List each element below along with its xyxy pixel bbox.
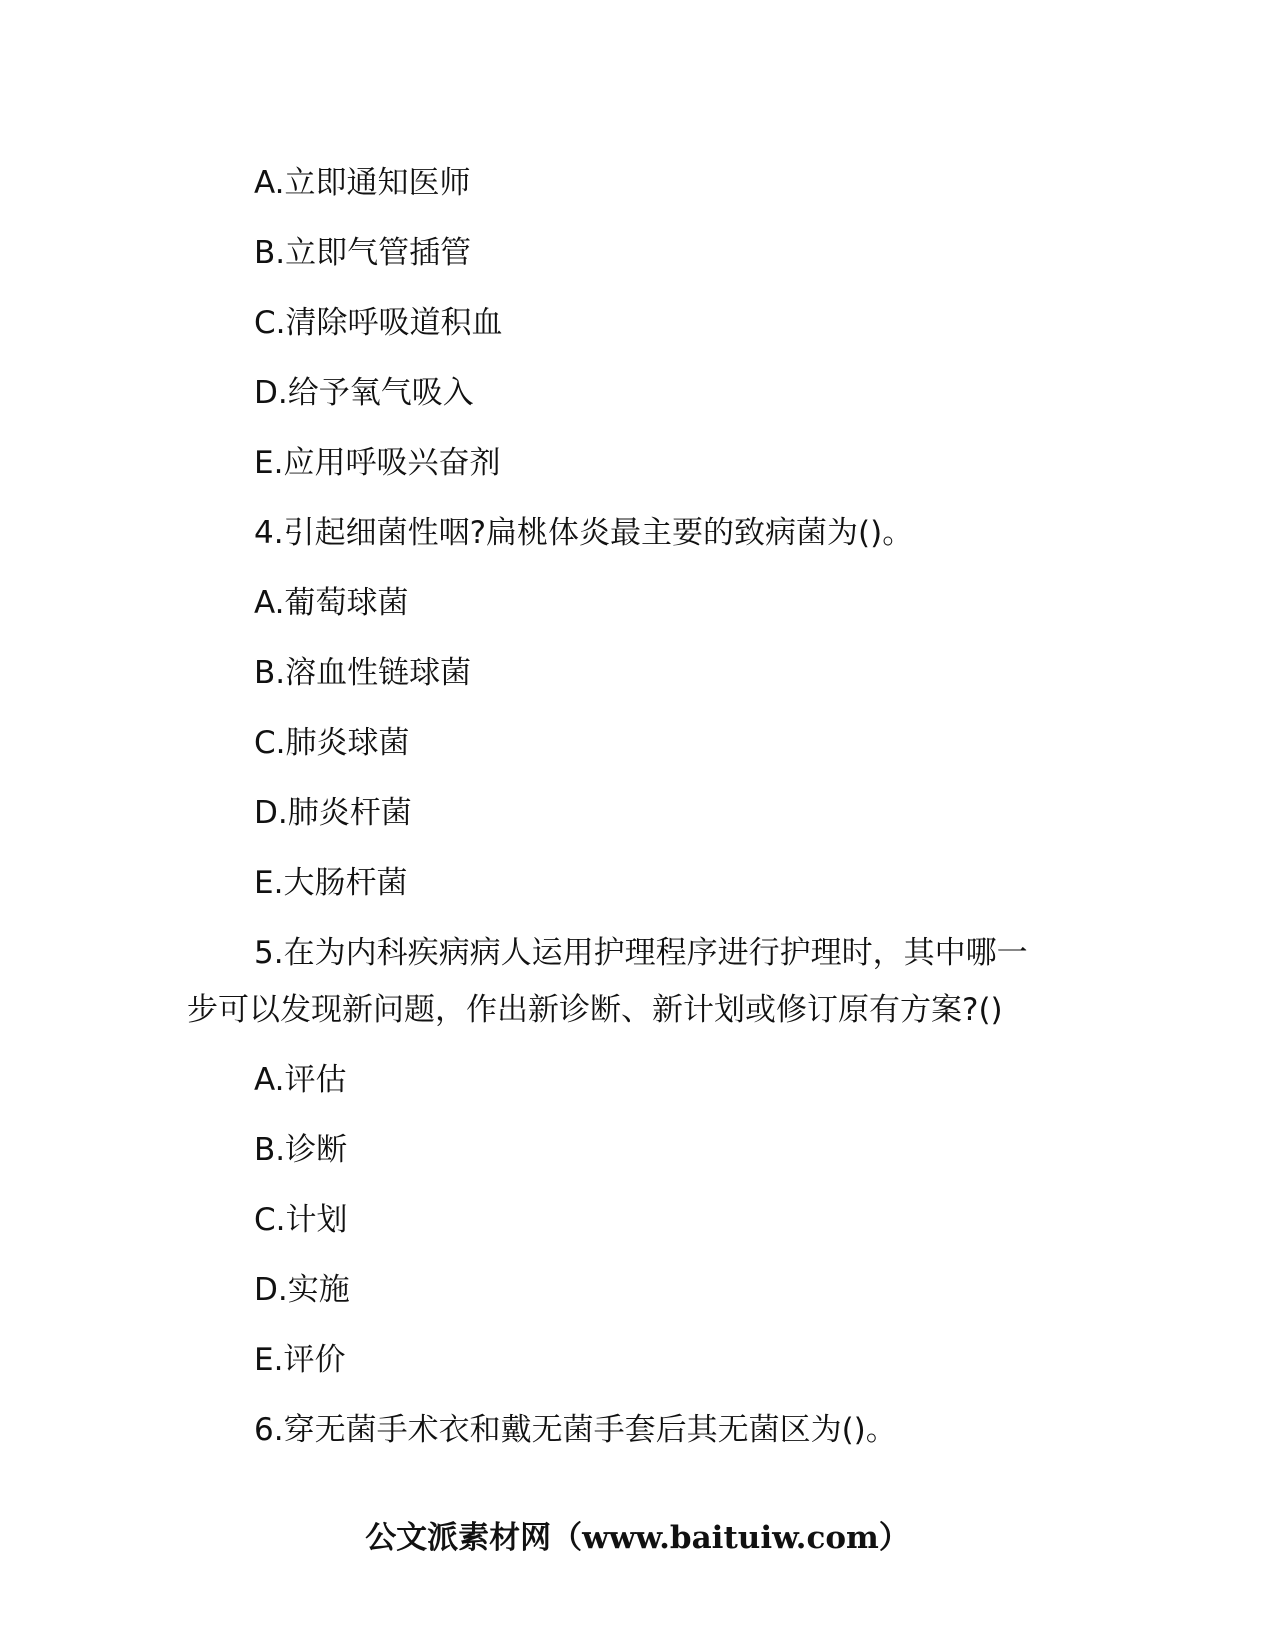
q3-option-d: D.给予氧气吸入 [254, 375, 474, 411]
q3-option-e: E.应用呼吸兴奋剂 [254, 445, 501, 481]
q4-option-e: E.大肠杆菌 [254, 865, 408, 901]
q5-option-c: C.计划 [254, 1202, 348, 1238]
q5-option-a: A.评估 [254, 1062, 347, 1098]
q3-option-c: C.清除呼吸道积血 [254, 305, 503, 341]
q5-option-b: B.诊断 [254, 1132, 348, 1168]
question-5-line-2: 步可以发现新问题，作出新诊断、新计划或修订原有方案?() [187, 992, 1003, 1028]
q5-option-d: D.实施 [254, 1272, 350, 1308]
q4-option-a: A.葡萄球菌 [254, 585, 409, 621]
q3-option-a: A.立即通知医师 [254, 165, 471, 201]
q5-option-e: E.评价 [254, 1342, 346, 1378]
q3-option-b: B.立即气管插管 [254, 235, 472, 271]
footer-source: 公文派素材网（www.baituiw.com） [365, 1520, 910, 1556]
question-6: 6.穿无菌手术衣和戴无菌手套后其无菌区为()。 [254, 1412, 897, 1448]
question-5-line-1: 5.在为内科疾病病人运用护理程序进行护理时，其中哪一 [254, 935, 1028, 971]
q4-option-d: D.肺炎杆菌 [254, 795, 412, 831]
q4-option-b: B.溶血性链球菌 [254, 655, 472, 691]
question-4: 4.引起细菌性咽?扁桃体炎最主要的致病菌为()。 [254, 515, 914, 551]
q4-option-c: C.肺炎球菌 [254, 725, 410, 761]
